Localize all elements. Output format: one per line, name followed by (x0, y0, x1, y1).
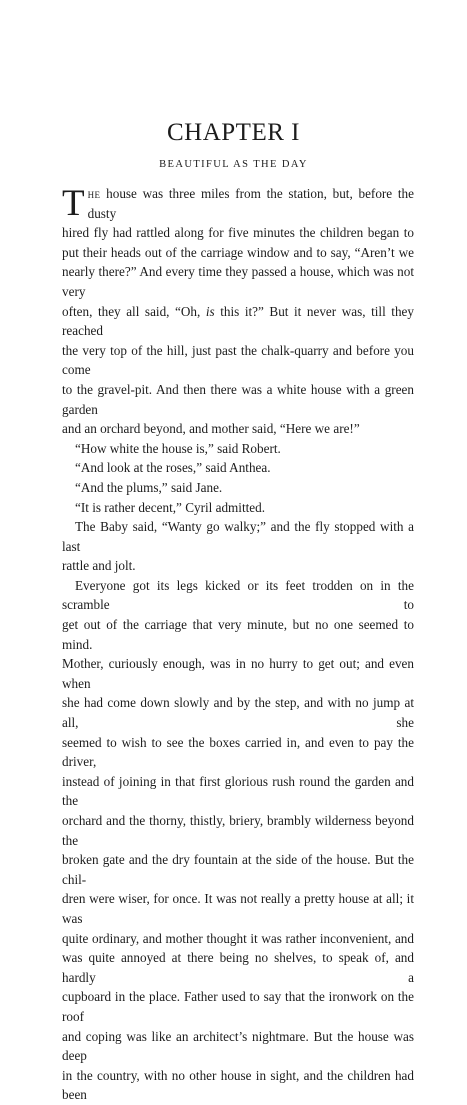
drop-cap: T (62, 183, 85, 224)
emphasis: is (205, 303, 215, 319)
paragraph-7 (62, 576, 414, 1105)
text-line: get out of the carriage that very minute, but no one seemed to mind. (62, 617, 414, 652)
text-line: she had come down slowly and by the step, and with no jump at all, she (62, 695, 414, 731)
text-line: rattle and jolt. (62, 558, 136, 574)
text-line: The Baby said, “Wanty go walky;” and the fly stopped with a last (62, 519, 414, 554)
text-line: he house was three miles from the station, but, before the dusty (87, 186, 414, 221)
text-line: cupboard in the place. Father used to say that the ironwork on the roof (62, 989, 414, 1024)
text-line: to the gravel-pit. And then there was a white house with a green garden (62, 381, 414, 417)
text-line: broken gate and the dry fountain at the side of the house. But the chil- (62, 852, 414, 887)
small-caps-word: he (87, 186, 101, 201)
chapter-subtitle: BEAUTIFUL AS THE DAY (159, 159, 308, 170)
text-line: and an orchard beyond, and mother said, “Here we are!” (62, 421, 360, 437)
text-line: put their heads out of the carriage window and to say, “Aren’t we (62, 244, 414, 260)
text-line: hired fly had rattled along for five minutes the children began to (62, 225, 414, 241)
text-line: Everyone got its legs kicked or its feet trodden on in the scramble to (62, 577, 414, 613)
paragraph-1 (62, 184, 414, 439)
text-line: instead of joining in that first glorious rush round the garden and the (62, 773, 414, 809)
text-line: quite ordinary, and mother thought it was rather inconvenient, and (62, 930, 414, 946)
text-line: the very top of the hill, just past the chalk-quarry and before you come (62, 342, 414, 378)
text-line: dren were wiser, for once. It was not really a pretty house at all; it was (62, 891, 414, 926)
paragraph-4: “And the plums,” said Jane. (75, 479, 223, 495)
text-line: in the country, with no other house in sight, and the children had been (62, 1067, 414, 1103)
text-line: and coping was like an architect’s nightmare. But the house was deep (62, 1028, 414, 1064)
chapter-title: CHAPTER I (167, 119, 300, 146)
text-line: orchard and the thorny, thistly, briery, brambly wilderness beyond the (62, 813, 414, 848)
body-text (62, 184, 414, 1105)
text-line: often, they all said, “Oh, is this it?” But it never was, till they reached (62, 303, 415, 339)
text-line: nearly there?” And every time they passed a house, which was not very (62, 264, 414, 299)
text-line: Mother, curiously enough, was in no hurry to get out; and even when (62, 656, 414, 691)
text-line: was quite annoyed at there being no shelves, to speak of, and hardly a (62, 950, 414, 985)
paragraph-3: “And look at the roses,” said Anthea. (75, 460, 271, 476)
text-line: seemed to wish to see the boxes carried in, and even to pay the driver, (62, 734, 414, 770)
paragraph-2: “How white the house is,” said Robert. (75, 440, 281, 456)
paragraph-6 (62, 517, 414, 576)
paragraph-5: “It is rather decent,” Cyril admitted. (75, 499, 266, 515)
